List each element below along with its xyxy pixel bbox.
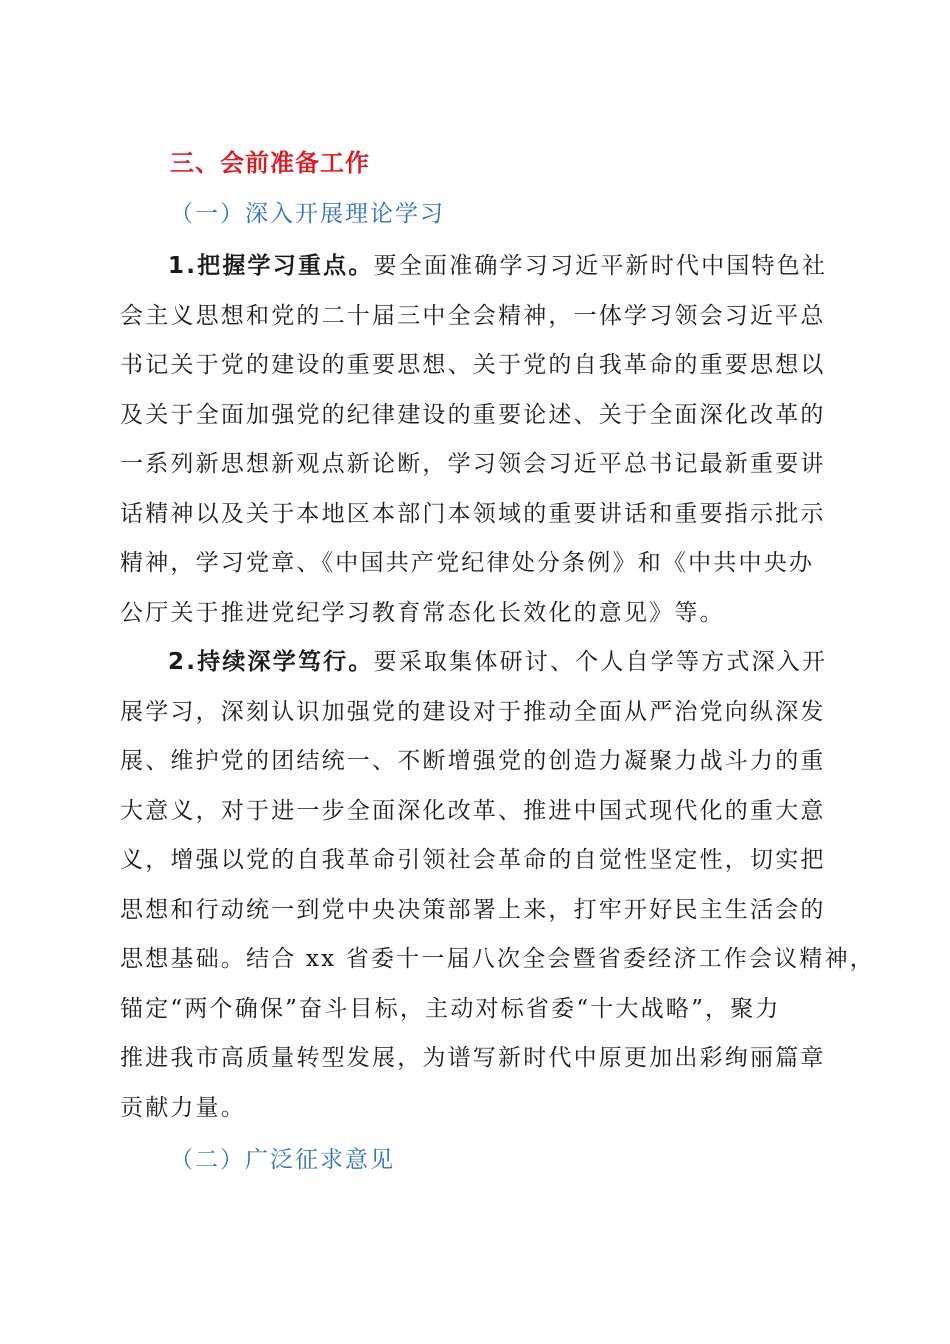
paragraph-line: 一系列新思想新观点新论断，学习领会习近平总书记最新重要讲	[120, 451, 826, 477]
section-heading: 三、会前准备工作	[170, 149, 370, 177]
paragraph-1	[120, 242, 840, 638]
paragraph-line: 锚定“两个确保”奋斗目标，主动对标省委“十大战略”，聚力	[120, 995, 781, 1022]
paragraph-line: 话精神以及关于本地区本部门本领域的重要讲话和重要指示批示	[120, 500, 826, 527]
paragraph-line	[120, 242, 840, 292]
paragraph-line: 书记关于党的建设的重要思想、关于党的自我革命的重要思想以	[120, 352, 826, 378]
paragraph-line: 大意义，对于进一步全面深化改革、推进中国式现代化的重大意	[120, 797, 826, 824]
paragraph-line: 义，增强以党的自我革命引领社会革命的自觉性坚定性，切实把	[120, 847, 826, 873]
subsection-heading-1: （一）深入开展理论学习	[170, 201, 445, 227]
paragraph-line: 精神，学习党章、《中国共产党纪律处分条例》和《中共中央办	[120, 550, 815, 576]
paragraph-line: 思想基础。结合 xx 省委十一届八次全会暨省委经济工作会议精神，	[120, 946, 875, 972]
paragraph-lead: 1.把握学习重点。	[168, 253, 374, 279]
paragraph-line: 推进我市高质量转型发展，为谱写新时代中原更加出彩绚丽篇章	[120, 1045, 826, 1071]
paragraph-line: 会主义思想和党的二十届三中全会精神，一体学习领会习近平总	[120, 302, 826, 329]
paragraph-line: 贡献力量。	[120, 1094, 246, 1121]
paragraph-line: 展、维护党的团结统一、不断增强党的创造力凝聚力战斗力的重	[120, 748, 826, 774]
paragraph-text: 要采取集体研讨、个人自学等方式深入开	[373, 649, 828, 675]
subsection-heading-2: （二）广泛征求意见	[170, 1147, 395, 1173]
paragraph-line: 展学习，深刻认识加强党的建设对于推动全面从严治党向纵深发	[120, 698, 826, 725]
paragraph-line: 思想和行动统一到党中央决策部署上来，打牢开好民主生活会的	[120, 896, 826, 923]
paragraph-line: 公厅关于推进党纪学习教育常态化长效化的意见》等。	[120, 599, 725, 626]
paragraph-text: 要全面准确学习习近平新时代中国特色社	[373, 253, 828, 279]
paragraph-line: 及关于全面加强党的纪律建设的重要论述、关于全面深化改革的	[120, 401, 826, 428]
paragraph-2	[120, 638, 875, 1133]
paragraph-lead: 2.持续深学笃行。	[168, 649, 374, 675]
paragraph-line	[120, 638, 840, 688]
